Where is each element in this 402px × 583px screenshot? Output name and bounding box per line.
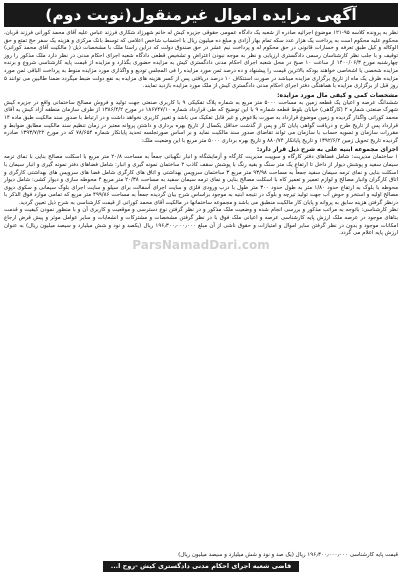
watermark: ParsNamadDari.com (132, 238, 270, 252)
building-heading: اجزای مجموعه ابنیه علی به شرح ذیل قرار دارد: (256, 146, 398, 154)
specs-paragraph: ششدانگ عرصه و اعیان یک قطعه زمین به مساحت ۵۰۰۰ متر مربع به شماره پلاک تفکیکی ۹ با کاربری صنعتی جهت تولید و فروش مصالح ساختمانی واقع در جزیره کیش شهرک صنعتی شماره ۲ (کارگاهی) خیابان بلوط قطعه شماره ۹ با این توضیح که طی قرارداد شماره ۱۸۶۷۴۷/۱۰ در مورخ ۱۳۸۶/۴/۲ از طرف سازمان منطقه آزاد کیش به آقای محمد کورانی واگذار گردیده و زمین موضوع قرارداد به صورت بلاعوض و غیر قابل تفکیک می باشد و تغییر کاربری نخواهد داشت و در ارتباط با صدور سند مالکیت طبق ماده ۱۴ قرارداد پس از تاریخ طرح و دریافت گواهی پایان کار و پس از گذشت حداقل یکسال از تاریخ بهره برداری و داشتن پروانه معتبر در زمان تنظیم سند مالکیت مطابق ضوابط و مقررات سازمان و تسویه حساب با سازمان می تواند تقاضای صدور سند مالکیت نماید و بر اساس صورتجلسه تحدید پایانکار شماره ۷۸/۶۵۴ که در مورخ ۱۳۹۳/۷/۲۲ صادره گردیده تاریخ تحویل زمین ۱۳۹۲/۶/۲ و تاریخ پایانکار ۸۸۰/۷۴ و تاریخ بهره برداری ۵۰۰۰ متر مربع با این وضعیت ملک: (4, 99, 399, 144)
base-price: قیمت پایه کارشناسی ۱۹۶٫۳۰۰٫۰۰۰٫۰۰۰ ریال (یک صد و نود و شش میلیارد و سیصد میلیون ریال) (178, 552, 398, 558)
specs-heading: مشخصات کمی و کیفی مال مورد مزایده: (277, 91, 398, 99)
intro-paragraph: نظر به پرونده کلاسه ۹۵-۱۲۱ موضوع اجرائیه صادره از شعبه یک دادگاه عمومی حقوقی جزیره کیش له خانم شهرزاد شکاری فرزند عباس علیه آقای محمد کورانی فرزند قربان، محکوم علیه محکوم است به پرداخت یک هزار عدد سکه تمام بهار آزادی و مبلغ ده میلیون ریال با احتساب شاخص اعلامی که توسط بانک مرکزی و هزینه یک سفر حج تمتع و حق الوکاله و کیل طبق تعرفه و خسارات قانونی در حق محکوم له و پرداخت نیم عشر در حق صندوق دولت که دراین راستا ملک با مشخصات ذیل ( مالکیت آقای محمد کورانی) توقیف و با جلب نظر کارشناسان رسمی دادگستری ارزیابی و نظر به موجه نبودن اعتراض و تشخیص قطعی دادگاه شعبه اجرای احکام مدنی در نظر دارد ملک مذکور را روز چهارشنبه مورخ ۱۴۰۰/۰۶/۳ از ساعت ۱۰ صبح در محل شعبه اجرای احکام مدنی دادگستری کیش به مزایده حضوری بگذارد و مزایده از قیمت پایه کارشناسی شروع و برنده مزایده شخصی یا اشخاصی خواهند بودکه بالاترین قیمت را پیشنهاد و ده درصد ثمن مورد مزایده را فی المجلس تودیع و واگذاری مورد مزایده منوط به پرداخت الباقی ثمن مورد مزایده ظرف یک ماه از تاریخ برگزاری مزایده میباشد در صورت استنکاف ۱۰ درصد دریافتی پس از کسر هزینه های مزایده به نفع دولت ضبط میگردد ضمنا طالبین می توانند ۵ روز قبل از برگزاری مزایده با هماهنگی دفتر اجرای احکام مدنی دادگستری کیش از ملک مورد مزایده بازدید نمایند. (4, 30, 399, 90)
valuation-paragraph: نظر کارشناسی: باتوجه به مراتب مذکور و بررسی انجام شده و وضعیت ملک مذکور و در نظر گرفتن نوع دسترسی و موقعیت و کاربری آن و با منظور نمودن کیفیت و قدمت بناهای موجود در عرصه ملک ارزش پایه کارشناسی عرصه و اعیانی ملک فوق با در نظر گرفتن مشخصات و مشترکات و انشعابات و سایر عوامل موثر و پیش فرض ارجاع امکانات موجود و بدون در نظر گرفتن سایر اموال و امتیازات و حقوق ناشی از آن مبلغ ۱۹۶٫۳۰۰٫۰۰۰٫۰۰۰ ریال (یکصد و نود و شش میلیارد و سیصد میلیون ریال) به عنوان ارزش پایه اعلام می گردد. (4, 207, 398, 237)
footer (4, 551, 398, 581)
building-paragraph: ۱ ساختمان مدیریت: شامل فضاهای دفتر کارگاه و سوییت مدیریت کارگاه و آزمایشگاه و انبار نگهبانی جمعاً به مساحت ۲۰/۸ متر مربع با اسکلت مصالح بنایی با نمای ترمه سیمان سفید و پوشش دیوار از داخل تا ارتفاع یک متر سنگ و بقیه رنگ با پوشش سقف کاذب ۲ ساختمان نمونه گیری و انبار: شامل فضاهای دفتر نمونه گیری و انبار سیمان با اسکلت بنایی و نمای ترمه سیمان سفید جمعاً به مساحت ۹۳/۹۸ متر مربع ۳ ساختمان سرویس بهداشتی و اتاق های کارگری شامل فضا های سرویس های بهداشتی کارگری و اتاق کارگران وانبار مصالح و لوازم تعمیر و تعمیر کاه با اسکلت مصالح بنایی و نمای ترمه سیمان سفید به مساحت ۲۰/۳۸ متر مربع ۴ محوطه سازی و دیوار کشی: شامل دیوار محوطه با بلوک به ارتفاع حدود ۱/۸۰ متر به طول حدود ۳۰۰ متر طول با درب ورودی فلزی و سایت اجرای آسفالت برای سیلو و سایت اجرای بلوک سیمانی و سکوی دپوی مصالح اولیه و استخر و حوض آب جهت تولید تیرچه و بلوک در نتیجه ابنیه به موجود براساس شرح بیان گردیده جمعاً به مساحت ۴۹۹/۸۶ متر مربع که تمامی موارد فوق الذکر با درنظر گرفتن هزینه سابق به پروانه و پایان کار مالکیت منطبق می باشد و مجموعه ساختمانها در مالکیت آقای محمد کورانی از قیمت کارشناسی به شرح ذیل تعیین گردید. (4, 154, 399, 206)
notice-title: آگهی مزایده اموال غیرمنقول(نوبت دوم) (4, 3, 398, 27)
judge-signature: قاضی شعبه اجرای احکام مدنی دادگستری کیش -روح ا... معادتی (103, 561, 299, 572)
